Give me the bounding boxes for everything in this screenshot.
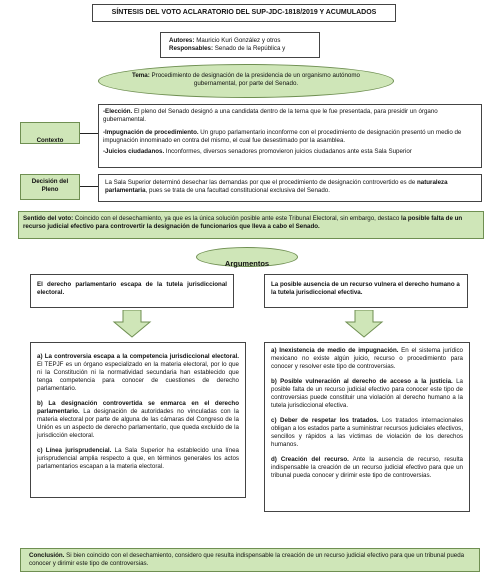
right-items-box bbox=[264, 342, 470, 512]
right-item-b: b) Posible vulneración al derecho de acceso a la justicia. La posible falta de un recurso judicial efectivo para conocer este tipo de controversias puede constituir una violación al derecho humano a la tutela jurisdiccional efectiva. bbox=[271, 378, 463, 409]
authors-box bbox=[160, 32, 320, 58]
contexto-box bbox=[98, 104, 482, 168]
conclusion-text: Conclusión. Si bien coincido con el desechamiento, considero que resulta indispensable la creación de un recurso judicial efectivo para que un tribunal pueda conocer y dirimir este tipo de controversias. bbox=[29, 552, 465, 567]
page-title: SÍNTESIS DEL VOTO ACLARATORIO DEL SUP-JDC-1818/2019 Y ACUMULADOS bbox=[111, 9, 377, 16]
right-head-text: La posible ausencia de un recurso vulnera el derecho humano a la tutela jurisdiccional efectiva. bbox=[271, 281, 460, 296]
authors-line: Autores: Mauricio Kuri González y otros bbox=[169, 37, 281, 44]
decision-box bbox=[98, 174, 482, 202]
contexto-label: Contexto bbox=[36, 137, 64, 144]
sentido-box bbox=[18, 211, 484, 239]
right-down-arrow bbox=[344, 310, 384, 338]
conclusion-box bbox=[20, 548, 480, 572]
left-items-box bbox=[30, 342, 246, 498]
tema-text: Tema: Procedimiento de designación de la presidencia de un organismo autónomo gubernamental, por parte del Senado. bbox=[132, 72, 360, 87]
contexto-item-1: -Elección. El pleno del Senado designó a una candidata dentro de la terna que le fue presentada, para presidir un órgano gubernamental. bbox=[103, 108, 438, 123]
sentido-text: Sentido del voto: Coincido con el desechamiento, ya que es la única solución posible ante este Tribunal Electoral, sin embargo, destaco la posible falta de un recurso judicial efectivo para controvertir la designación de funcionarios que lleva a cabo el Senado. bbox=[23, 215, 463, 230]
decision-label: Decisión del Pleno bbox=[31, 178, 69, 193]
decision-label-box bbox=[20, 174, 80, 200]
responsables-line: Responsables: Senado de la República y bbox=[169, 45, 286, 52]
right-item-a: a) Inexistencia de medio de impugnación. En el sistema jurídico mexicano no existe algún juicio, recurso o procedimiento para conocer y resolver este tipo de controversias. bbox=[271, 347, 463, 370]
left-down-arrow bbox=[112, 310, 152, 338]
contexto-connector bbox=[80, 133, 98, 134]
right-item-d: d) Creación del recurso. Ante la ausencia de recurso, resulta indispensable la creación de un recurso judicial efectivo para que un tribunal pueda conocer y dirimir este tipo de controversias. bbox=[271, 456, 463, 479]
right-head-box bbox=[264, 274, 468, 308]
left-item-a: a) La controversia escapa a la competencia jurisdiccional electoral. El TEPJF es un órgano especializado en la materia electoral, por lo que ni la Constitución ni la normatividad secundaria han establecido que tenga competencia para conocer de cuestiones de derecho parlamentario. bbox=[37, 353, 239, 392]
tema-ellipse bbox=[98, 64, 394, 98]
argumentos-ellipse bbox=[196, 247, 298, 267]
left-item-c: c) Línea jurisprudencial. La Sala Superior ha establecido una línea jurisprudencial amplia respecto a que, en términos generales los actos parlamentarios escapan a la materia electoral. bbox=[37, 447, 239, 470]
title-box bbox=[92, 4, 396, 22]
left-head-box bbox=[30, 274, 234, 308]
contexto-item-3: -Juicios ciudadanos. Inconformes, diversos senadores promovieron juicios ciudadanos ante esta Sala Superior bbox=[103, 148, 412, 155]
left-item-b: b) La designación controvertida se enmarca en el derecho parlamentario. La designación de autoridades no vinculadas con la materia electoral por parte de alguna de las cámaras del Congreso de la Unión es un aspecto de derecho parlamentario, que queda excluido de la jurisdicción electoral. bbox=[37, 400, 239, 439]
decision-text: La Sala Superior determinó desechar las demandas por que el procedimiento de designación controvertido es de naturaleza parlamentaria, pues se trata de una facultad constitucional exclusiva del Senado. bbox=[105, 179, 448, 194]
right-item-c: c) Deber de respetar los tratados. Los tratados internacionales obligan a los estados parte a suministrar recursos judiciales efectivos, sencillos y rápidos a las víctimas de violación de los derechos humanos. bbox=[271, 417, 463, 448]
decision-connector bbox=[80, 186, 98, 187]
contexto-item-2: -Impugnación de procedimiento. Un grupo parlamentario inconforme con el procedimiento de designación presentó un medio de impugnación innominado en contra del mismo, el cual fue desestimado por la asamblea. bbox=[103, 129, 462, 144]
contexto-label-box bbox=[20, 122, 80, 144]
argumentos-label: Argumentos bbox=[224, 259, 270, 268]
left-head-text: El derecho parlamentario escapa de la tutela jurisdiccional electoral. bbox=[37, 281, 227, 296]
